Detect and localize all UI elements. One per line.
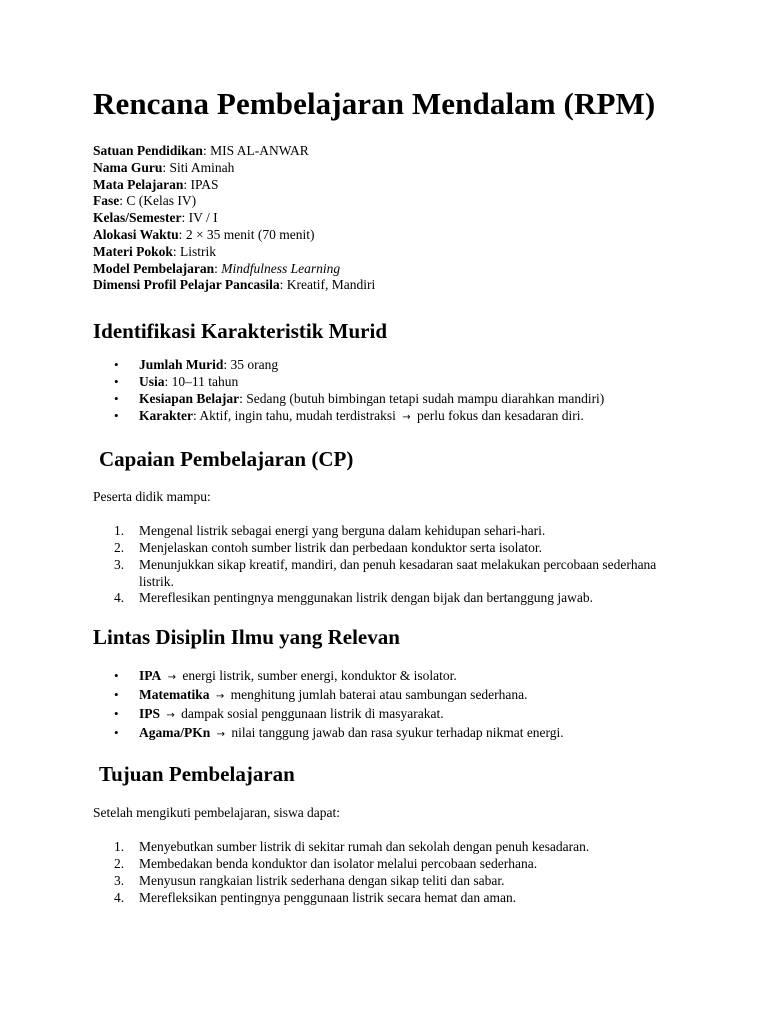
meta-colon: : bbox=[214, 260, 218, 276]
item-text: nilai tanggung jawab dan rasa syukur terhadap nikmat energi. bbox=[231, 724, 564, 740]
item-text: Aktif, ingin tahu, mudah terdistraksi bbox=[199, 407, 396, 423]
meta-colon: : bbox=[178, 226, 183, 242]
item-number: 2. bbox=[114, 855, 125, 871]
item-label: IPA bbox=[139, 668, 162, 684]
item-colon: : bbox=[164, 373, 169, 389]
meta-label: Alokasi Waktu bbox=[93, 226, 179, 242]
item-label: IPS bbox=[139, 705, 161, 721]
item-text: Mengenal listrik sebagai energi yang berguna dalam kehidupan sehari-hari. bbox=[139, 523, 546, 539]
item-label: Usia bbox=[139, 373, 165, 389]
tujuan-list bbox=[93, 839, 713, 906]
item-colon: : bbox=[223, 357, 228, 373]
karakteristik-list bbox=[93, 357, 713, 426]
meta-fase bbox=[93, 193, 713, 210]
document-title: Rencana Pembelajaran Mendalam (RPM) bbox=[93, 86, 656, 121]
item-number: 1. bbox=[114, 523, 125, 539]
item-number: 4. bbox=[114, 889, 125, 905]
item-number: 2. bbox=[114, 539, 125, 555]
meta-value: 2 × 35 menit (70 menit) bbox=[185, 226, 315, 242]
item-text: Merefleksikan pentingnya penggunaan listrik secara hemat dan aman. bbox=[139, 889, 517, 905]
arrow-right-icon: → bbox=[166, 709, 175, 721]
meta-dimensi-profil bbox=[93, 277, 713, 294]
list-item bbox=[93, 357, 713, 374]
meta-colon: : bbox=[181, 210, 186, 226]
arrow-right-icon: → bbox=[215, 690, 225, 702]
item-colon: : bbox=[192, 407, 197, 423]
meta-label: Fase bbox=[93, 193, 120, 209]
item-number: 3. bbox=[114, 556, 125, 572]
item-label: Agama/PKn bbox=[139, 724, 211, 740]
item-text: Menyebutkan sumber listrik di sekitar rumah dan sekolah dengan penuh kesadaran. bbox=[139, 839, 590, 855]
list-item bbox=[93, 590, 713, 607]
meta-value: IV / I bbox=[188, 210, 218, 226]
meta-alokasi-waktu bbox=[93, 227, 713, 244]
list-item bbox=[93, 890, 713, 907]
list-item bbox=[93, 374, 713, 391]
item-number: 1. bbox=[114, 839, 125, 855]
item-colon: : bbox=[239, 390, 243, 406]
meta-label: Model Pembelajaran bbox=[93, 260, 215, 276]
meta-value: Siti Aminah bbox=[169, 159, 235, 175]
meta-colon: : bbox=[172, 243, 177, 259]
meta-label: Nama Guru bbox=[93, 159, 163, 175]
item-label: Karakter bbox=[139, 407, 193, 423]
section-heading-tujuan: Tujuan Pembelajaran bbox=[99, 762, 295, 787]
meta-block bbox=[93, 143, 713, 294]
item-text: dampak sosial penggunaan listrik di masyarakat. bbox=[181, 705, 444, 721]
item-text: perlu fokus dan kesadaran diri. bbox=[417, 407, 584, 423]
list-item bbox=[93, 668, 713, 687]
item-text: Menyusun rangkaian listrik sederhana dengan sikap teliti dan sabar. bbox=[139, 872, 505, 888]
lintas-disiplin-list bbox=[93, 668, 713, 743]
tujuan-intro: Setelah mengikuti pembelajaran, siswa dapat: bbox=[93, 805, 341, 821]
item-text: Menunjukkan sikap kreatif, mandiri, dan penuh kesadaran saat melakukan percobaan sederhana listrik. bbox=[139, 556, 657, 589]
section-heading-capaian: Capaian Pembelajaran (CP) bbox=[99, 447, 354, 472]
meta-satuan-pendidikan bbox=[93, 143, 713, 160]
list-item bbox=[93, 557, 713, 591]
meta-model-pembelajaran bbox=[93, 261, 713, 278]
item-number: 4. bbox=[114, 590, 125, 606]
arrow-right-icon: → bbox=[216, 728, 226, 740]
list-item bbox=[93, 873, 713, 890]
section-heading-karakteristik: Identifikasi Karakteristik Murid bbox=[93, 319, 388, 344]
item-label: Jumlah Murid bbox=[139, 357, 224, 373]
bullet-icon: • bbox=[114, 390, 119, 406]
bullet-icon: • bbox=[114, 373, 119, 389]
meta-colon: : bbox=[119, 193, 124, 209]
list-item bbox=[93, 540, 713, 557]
meta-label: Kelas/Semester bbox=[93, 210, 182, 226]
meta-colon: : bbox=[202, 143, 207, 158]
meta-label: Dimensi Profil Pelajar Pancasila bbox=[93, 277, 280, 293]
meta-label: Satuan Pendidikan bbox=[93, 143, 203, 158]
bullet-icon: • bbox=[114, 705, 119, 721]
meta-label: Materi Pokok bbox=[93, 243, 173, 259]
bullet-icon: • bbox=[114, 668, 119, 684]
list-item bbox=[93, 725, 713, 744]
meta-colon: : bbox=[162, 159, 167, 175]
meta-value: Kreatif, Mandiri bbox=[286, 277, 376, 293]
item-number: 3. bbox=[114, 872, 125, 888]
bullet-icon: • bbox=[114, 357, 119, 373]
document-page bbox=[93, 84, 713, 906]
list-item bbox=[93, 687, 713, 706]
list-item bbox=[93, 839, 713, 856]
list-item bbox=[93, 706, 713, 725]
meta-value: IPAS bbox=[190, 176, 219, 192]
item-text: Membedakan benda konduktor dan isolator melalui percobaan sederhana. bbox=[139, 855, 538, 871]
meta-colon: : bbox=[279, 277, 284, 293]
item-text: 10–11 tahun bbox=[171, 373, 239, 389]
capaian-list bbox=[93, 523, 713, 607]
list-item bbox=[93, 856, 713, 873]
item-text: Mereflesikan pentingnya menggunakan listrik dengan bijak dan bertanggung jawab. bbox=[139, 590, 593, 606]
arrow-right-icon: → bbox=[167, 672, 177, 684]
meta-materi-pokok bbox=[93, 244, 713, 261]
item-label: Kesiapan Belajar bbox=[139, 390, 240, 406]
meta-colon: : bbox=[183, 176, 188, 192]
bullet-icon: • bbox=[114, 724, 119, 740]
list-item bbox=[93, 523, 713, 540]
meta-label: Mata Pelajaran bbox=[93, 176, 184, 192]
list-item bbox=[93, 391, 713, 408]
item-text: Menjelaskan contoh sumber listrik dan perbedaan konduktor serta isolator. bbox=[139, 539, 543, 555]
item-text: Sedang (butuh bimbingan tetapi sudah mampu diarahkan mandiri) bbox=[246, 390, 605, 406]
list-item bbox=[93, 408, 713, 427]
meta-nama-guru bbox=[93, 160, 713, 177]
meta-value: Listrik bbox=[180, 243, 217, 259]
meta-mata-pelajaran bbox=[93, 177, 713, 194]
bullet-icon: • bbox=[114, 407, 119, 423]
item-text: menghitung jumlah baterai atau sambungan sederhana. bbox=[230, 686, 528, 702]
meta-value: MIS AL-ANWAR bbox=[210, 143, 309, 158]
section-heading-lintas-disiplin: Lintas Disiplin Ilmu yang Relevan bbox=[93, 625, 400, 650]
item-text: energi listrik, sumber energi, konduktor & isolator. bbox=[182, 668, 457, 684]
capaian-intro: Peserta didik mampu: bbox=[93, 489, 211, 505]
item-text: 35 orang bbox=[230, 357, 279, 373]
meta-kelas-semester bbox=[93, 210, 713, 227]
arrow-right-icon: → bbox=[402, 411, 411, 423]
item-label: Matematika bbox=[139, 686, 210, 702]
meta-value: C (Kelas IV) bbox=[126, 193, 197, 209]
meta-value: Mindfulness Learning bbox=[221, 260, 341, 276]
bullet-icon: • bbox=[114, 686, 119, 702]
